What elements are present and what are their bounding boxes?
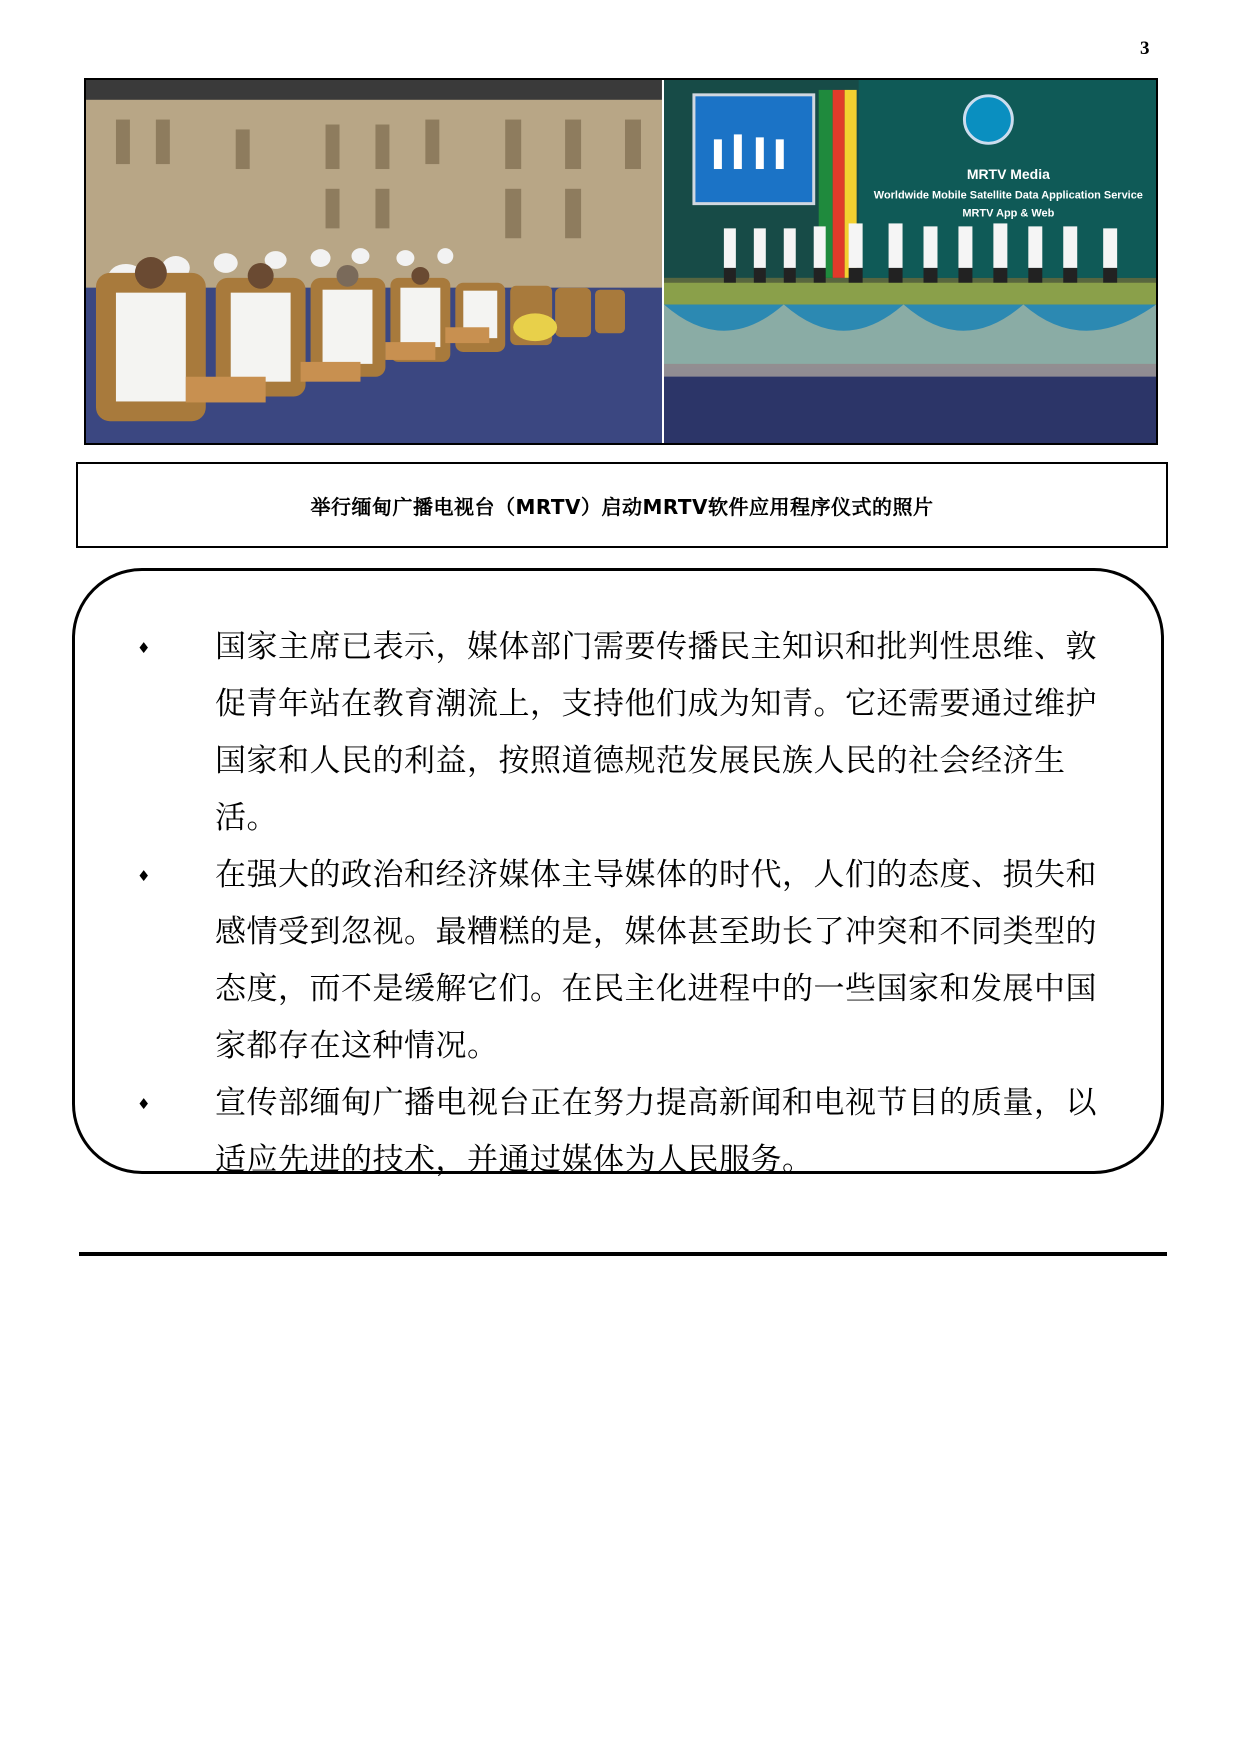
photo-caption: 举行缅甸广播电视台（MRTV）启动MRTV软件应用程序仪式的照片: [310, 494, 934, 519]
diamond-bullet-icon: ♦: [137, 639, 151, 657]
diamond-bullet-icon: ♦: [137, 1095, 151, 1113]
key-points-box: [72, 568, 1164, 1178]
list-item: [105, 619, 1115, 847]
bullet-text: 宣传部缅甸广播电视台正在努力提高新闻和电视节目的质量，以适应先进的技术，并通过媒体为人民服务。: [215, 1085, 1097, 1178]
screen-title: MRTV Media: [966, 165, 1050, 182]
audience-photo: [86, 80, 662, 443]
screen-line2: MRTV App & Web: [962, 207, 1055, 220]
photo-caption-box: [76, 462, 1168, 548]
key-points-list: [105, 619, 1115, 1189]
page-number: 3: [1140, 38, 1150, 59]
bullet-text: 国家主席已表示，媒体部门需要传播民主知识和批判性思维、敦促青年站在教育潮流上，支持他们成为知青。它还需要通过维护国家和人民的利益，按照道德规范发展民族人民的社会经济生活。: [215, 629, 1097, 836]
diamond-bullet-icon: ♦: [137, 867, 151, 885]
horizontal-rule: [79, 1252, 1167, 1256]
bullet-text: 在强大的政治和经济媒体主导媒体的时代，人们的态度、损失和感情受到忽视。最糟糕的是，媒体甚至助长了冲突和不同类型的态度，而不是缓解它们。在民主化进程中的一些国家和发展中国家都存在这种情况。: [215, 857, 1097, 1064]
stage-photo: [662, 80, 1156, 443]
photo-strip: [84, 78, 1158, 445]
list-item: [105, 1075, 1115, 1189]
audience-photo-illustration: [86, 80, 662, 443]
stage-photo-illustration: [664, 80, 1156, 443]
list-item: [105, 847, 1115, 1075]
screen-line1: Worldwide Mobile Satellite Data Application Service: [873, 189, 1143, 202]
